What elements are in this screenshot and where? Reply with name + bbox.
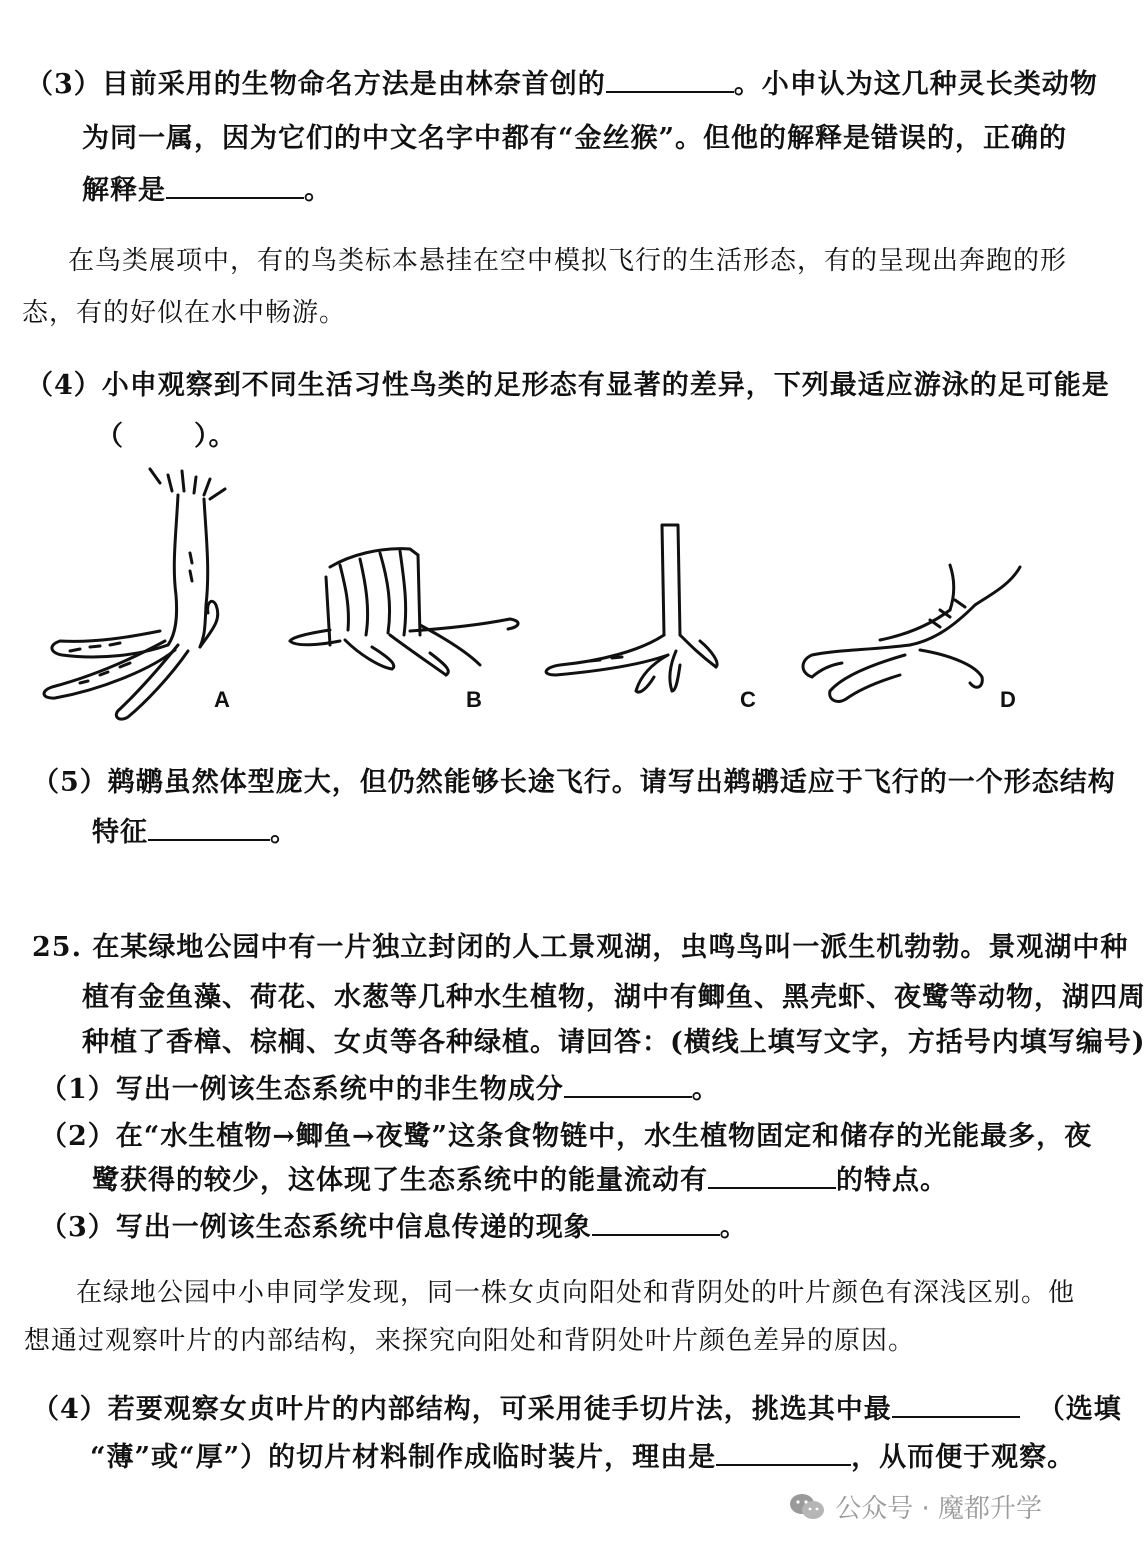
foot-a-drawing	[44, 469, 225, 719]
q25-p2-line2: 鹭获得的较少，这体现了生态系统中的能量流动有 的特点。	[92, 1165, 948, 1196]
answer-blank[interactable]	[892, 1392, 1020, 1418]
bird-feet-figures	[0, 455, 1080, 730]
q24-p3-line3: 解释是 。	[82, 175, 332, 206]
q25-p1: （1）写出一例该生态系统中的非生物成分 。	[40, 1074, 720, 1105]
q24-p5-line2: 特征 。	[92, 817, 298, 848]
figure-label-b: B	[466, 687, 482, 712]
q24-p5-line1: （5）鹈鹕虽然体型庞大，但仍然能够长途飞行。请写出鹈鹕适应于飞行的一个形态结构	[32, 767, 1116, 798]
q25-p4-line1: （4）若要观察女贞叶片的内部结构，可采用徒手切片法，挑选其中最 （选填	[32, 1394, 1122, 1425]
q25-p3: （3）写出一例该生态系统中信息传递的现象 。	[40, 1212, 748, 1243]
q24-p3-line1: （3）目前采用的生物命名方法是由林奈首创的 。小申认为这几种灵长类动物	[26, 69, 1098, 100]
green-intro-line2: 想通过观察叶片的内部结构，来探究向阳处和背阴处叶片颜色差异的原因。	[24, 1326, 916, 1356]
wechat-icon	[789, 1492, 825, 1522]
green-intro-line1: 在绿地公园中小申同学发现，同一株女贞向阳处和背阴处的叶片颜色有深浅区别。他	[76, 1278, 1076, 1308]
watermark-text: 公众号 · 魔都升学	[835, 1494, 1042, 1524]
q24-p3-line2: 为同一属，因为它们的中文名字中都有“金丝猴”。但他的解释是错误的，正确的	[82, 123, 1068, 154]
answer-blank[interactable]	[148, 815, 270, 841]
answer-blank[interactable]	[592, 1210, 720, 1236]
answer-blank[interactable]	[716, 1440, 851, 1466]
answer-blank[interactable]	[606, 67, 734, 93]
q25-p2-line1: （2）在“水生植物→鲫鱼→夜鹭”这条食物链中，水生植物固定和储存的光能最多，夜	[40, 1121, 1093, 1152]
q24-p4-line1: （4）小申观察到不同生活习性鸟类的足形态有显著的差异，下列最适应游泳的足可能是	[26, 370, 1110, 401]
bird-intro-line1: 在鸟类展项中，有的鸟类标本悬挂在空中模拟飞行的生活形态，有的呈现出奔跑的形	[68, 246, 1068, 276]
foot-c-drawing	[546, 525, 717, 692]
bird-feet-drawings	[0, 455, 1080, 730]
q25-intro-line2: 植有金鱼藻、荷花、水葱等几种水生植物，湖中有鲫鱼、黑壳虾、夜鹭等动物，湖四周	[82, 982, 1146, 1013]
q25-intro-line3: 种植了香樟、棕榈、女贞等各种绿植。请回答：(横线上填写文字，方括号内填写编号)	[82, 1027, 1146, 1058]
figure-label-c: C	[740, 687, 756, 712]
figure-label-a: A	[214, 687, 230, 712]
q25-p4-line2: “薄”或“厚”）的切片材料制作成临时装片，理由是 ，从而便于观察。	[90, 1442, 1076, 1473]
answer-blank[interactable]	[166, 173, 304, 199]
q25-intro-line1: 25. 在某绿地公园中有一片独立封闭的人工景观湖，虫鸣鸟叫一派生机勃勃。景观湖中种	[32, 932, 1129, 963]
q24-p4-line2: （ ）。	[96, 421, 237, 452]
answer-blank[interactable]	[564, 1072, 692, 1098]
figure-label-d: D	[1000, 687, 1016, 712]
answer-blank[interactable]	[708, 1163, 836, 1189]
foot-d-drawing	[803, 565, 1020, 701]
watermark	[789, 1488, 1042, 1525]
bird-intro-line2: 态，有的好似在水中畅游。	[22, 298, 347, 328]
foot-b-drawing	[290, 549, 518, 675]
